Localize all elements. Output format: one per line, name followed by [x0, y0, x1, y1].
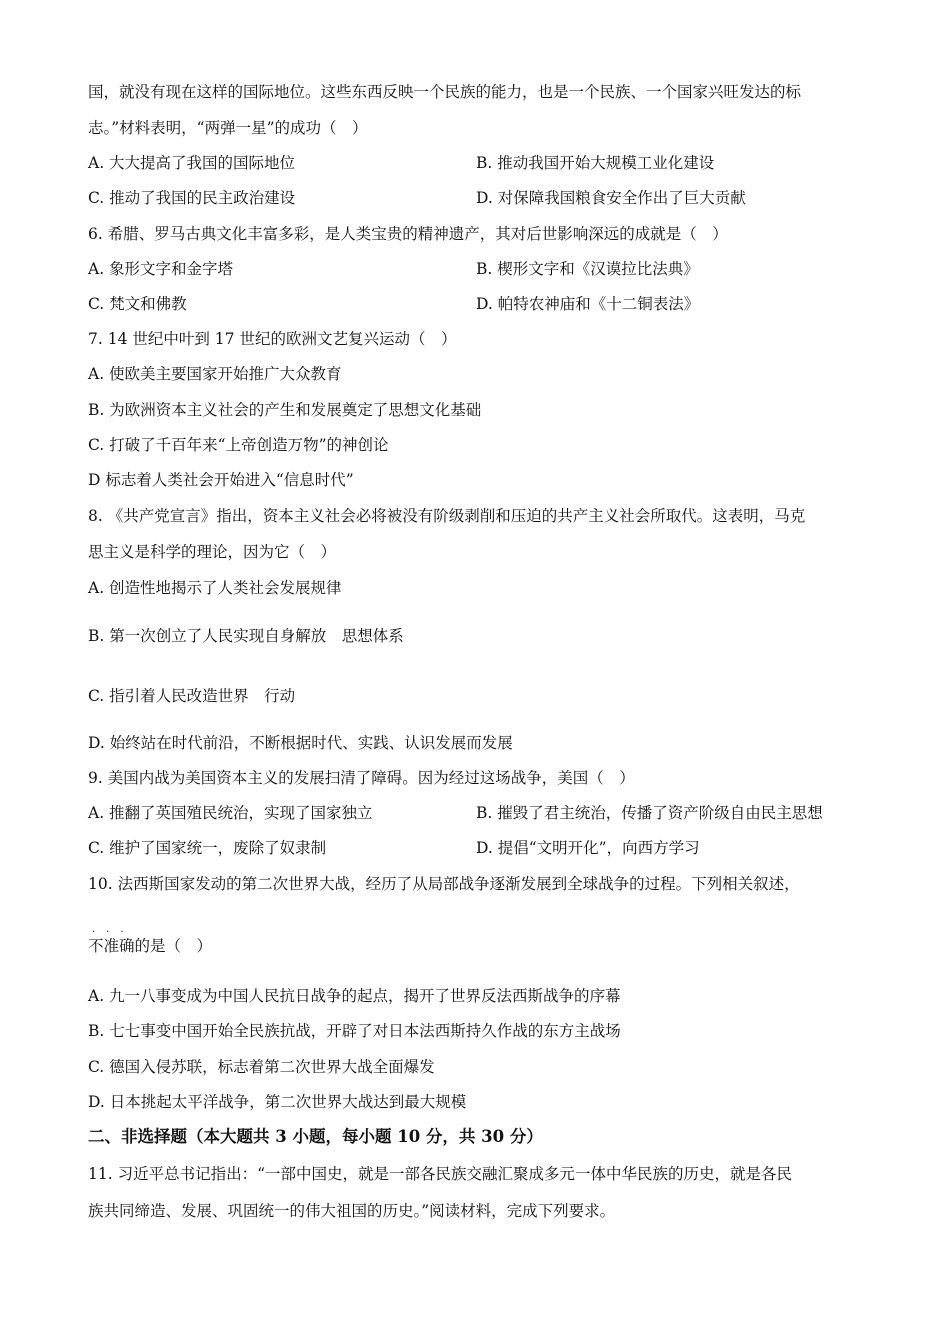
q9-option-b: B. 摧毁了君主统治，传播了资产阶级自由民主思想 [476, 804, 823, 822]
q6-option-a: A. 象形文字和金字塔 [88, 260, 234, 278]
q6-option-c: C. 梵文和佛教 [88, 295, 187, 313]
q7-option-b: B. 为欧洲资本主义社会的产生和发展奠定了思想文化基础 [88, 401, 482, 419]
q8-stem-line-1: 8. 《共产党宣言》指出，资本主义社会必将被没有阶级剥削和压迫的共产主义社会所取代。这表明，马克 [88, 507, 806, 525]
q5-option-d: D. 对保障我国粮食安全作出了巨大贡献 [476, 189, 746, 207]
q8-option-a: A. 创造性地揭示了人类社会发展规律 [88, 579, 342, 597]
q6-stem: 6. 希腊、罗马古典文化丰富多彩，是人类宝贵的精神遗产，其对后世影响深远的成就是（ ） [88, 225, 728, 243]
q9-option-a: A. 推翻了英国殖民统治，实现了国家独立 [88, 804, 373, 822]
q11-stem-line-2: 族共同缔造、发展、巩固统一的伟大祖国的历史。”阅读材料，完成下列要求。 [88, 1202, 616, 1220]
q11-stem-line-1: 11. 习近平总书记指出：“一部中国史，就是一部各民族交融汇聚成多元一体中华民族的历史，就是各民 [88, 1165, 793, 1183]
q7-stem: 7. 14 世纪中叶到 17 世纪的欧洲文艺复兴运动（ ） [88, 330, 457, 348]
emphasis-dots: ··· [92, 927, 135, 938]
q10-option-c: C. 德国入侵苏联，标志着第二次世界大战全面爆发 [88, 1058, 435, 1076]
q7-option-a: A. 使欧美主要国家开始推广大众教育 [88, 365, 342, 383]
q7-option-d: D 标志着人类社会开始进入“信息时代” [88, 471, 354, 489]
q10-stem-line-2: 不准确的是（ ） [88, 937, 213, 955]
q8-option-c: C. 指引着人民改造世界 行动 [88, 687, 296, 705]
q6-option-b: B. 楔形文字和《汉谟拉比法典》 [476, 260, 699, 278]
q10-option-d: D. 日本挑起太平洋战争，第二次世界大战达到最大规模 [88, 1093, 467, 1111]
q8-option-b: B. 第一次创立了人民实现自身解放 思想体系 [88, 627, 404, 645]
q5-stem-line-2: 志。”材料表明，“两弹一星”的成功（ ） [88, 119, 368, 137]
section-heading: 二、非选择题（本大题共 3 小题，每小题 10 分，共 30 分） [88, 1127, 543, 1146]
q5-stem-line-1: 国，就没有现在这样的国际地位。这些东西反映一个民族的能力，也是一个民族、一个国家兴旺发达的标 [88, 83, 802, 101]
q8-option-d: D. 始终站在时代前沿，不断根据时代、实践、认识发展而发展 [88, 734, 513, 752]
q5-option-a: A. 大大提高了我国的国际地位 [88, 154, 296, 172]
q6-option-d: D. 帕特农神庙和《十二铜表法》 [476, 295, 700, 313]
q9-stem: 9. 美国内战为美国资本主义的发展扫清了障碍。因为经过这场战争，美国（ ） [88, 769, 635, 787]
q9-option-d: D. 提倡“文明开化”，向西方学习 [476, 839, 700, 857]
q10-option-a: A. 九一八事变成为中国人民抗日战争的起点，揭开了世界反法西斯战争的序幕 [88, 987, 621, 1005]
q5-option-b: B. 推动我国开始大规模工业化建设 [476, 154, 715, 172]
q10-option-b: B. 七七事变中国开始全民族抗战，开辟了对日本法西斯持久作战的东方主战场 [88, 1022, 621, 1040]
q9-option-c: C. 维护了国家统一，废除了奴隶制 [88, 839, 327, 857]
q5-option-c: C. 推动了我国的民主政治建设 [88, 189, 296, 207]
q8-stem-line-2: 思主义是科学的理论，因为它（ ） [88, 543, 337, 561]
q7-option-c: C. 打破了千百年来“上帝创造万物”的神创论 [88, 436, 389, 454]
q10-stem-line-1: 10. 法西斯国家发动的第二次世界大战，经历了从局部战争逐渐发展到全球战争的过程。下列相关叙述， [88, 875, 800, 893]
